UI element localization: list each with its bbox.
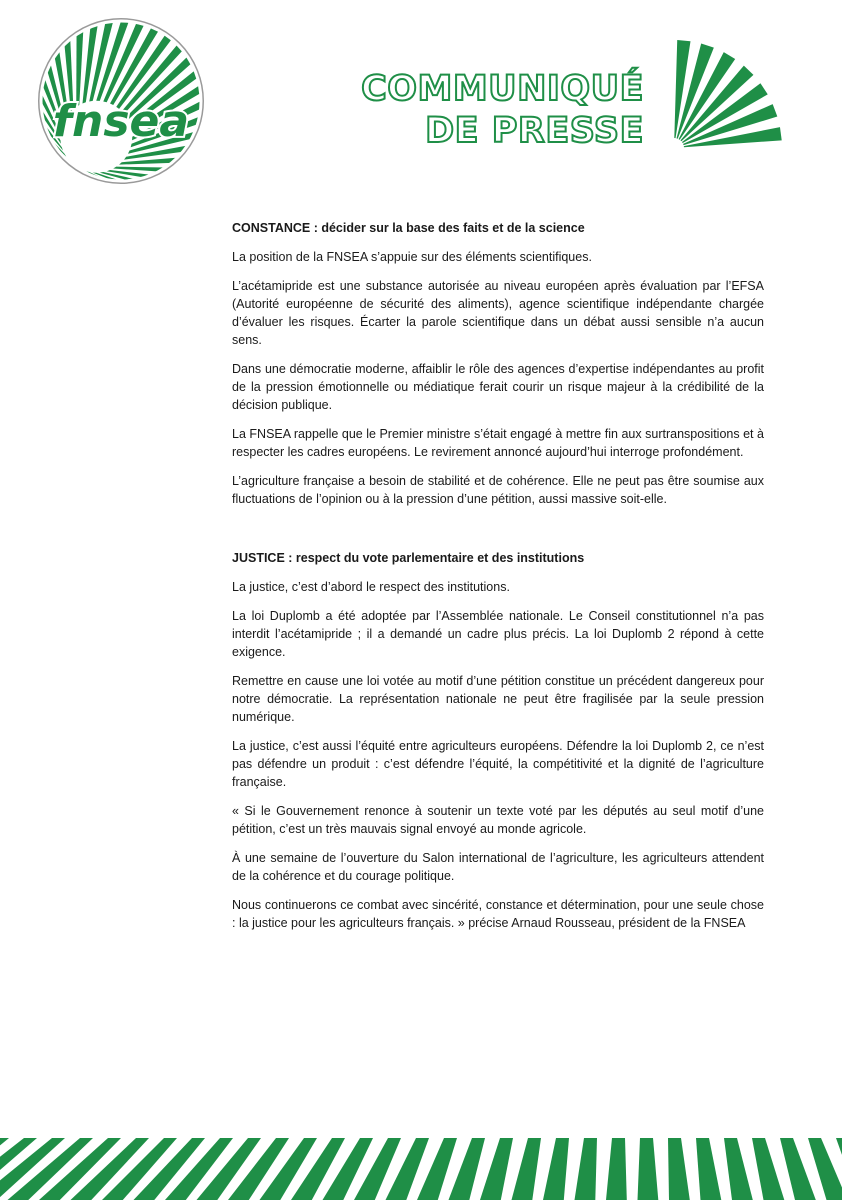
paragraph: Dans une démocratie moderne, affaiblir le rôle des agences d’expertise indépendantes au profit de la pression émotionnelle ou médiatique ferait courir un risque majeur à la crédibilité de la décision publique.	[232, 362, 764, 412]
press-release-title	[361, 68, 644, 152]
section-heading: CONSTANCE : décider sur la base des faits et de la science	[232, 221, 585, 235]
paragraph: La position de la FNSEA s’appuie sur des éléments scientifiques.	[232, 250, 592, 264]
section-constance	[232, 219, 764, 508]
fnsea-logo	[36, 16, 206, 186]
section-heading: JUSTICE : respect du vote parlementaire et des institutions	[232, 551, 585, 565]
press-release-body	[232, 219, 764, 943]
paragraph: Remettre en cause une loi votée au motif d’une pétition constitue un précédent dangereux pour notre démocratie. La représentation nationale ne peut être fragilisée par la seule pression numérique.	[232, 674, 764, 724]
paragraph: La loi Duplomb a été adoptée par l’Assemblée nationale. Le Conseil constitutionnel n’a pas interdit l’acétamipride ; il a demandé un cadre plus précis. La loi Duplomb 2 répond à cette exigence.	[232, 609, 764, 659]
green-stripes-footer	[0, 1138, 842, 1200]
paragraph: L’agriculture française a besoin de stabilité et de cohérence. Elle ne peut pas être soumise aux fluctuations de l’opinion ou à la pression d’une pétition, aussi massive soit-elle.	[232, 474, 764, 506]
paragraph: Nous continuerons ce combat avec sincérité, constance et détermination, pour une seule chose : la justice pour les agriculteurs français. » précise Arnaud Rousseau, président de la FNSEA	[232, 898, 764, 930]
paragraph: La justice, c’est aussi l’équité entre agriculteurs européens. Défendre la loi Duplomb 2, ce n’est pas défendre un produit : c’est défendre l’équité, la compétitivité et la dignité de l’agriculture française.	[232, 739, 764, 789]
paragraph: À une semaine de l’ouverture du Salon international de l’agriculture, les agriculteurs attendent de la cohérence et du courage politique.	[232, 851, 764, 883]
logo-wordmark: fnsea	[52, 96, 190, 147]
paragraph: « Si le Gouvernement renonce à soutenir un texte voté par les députés au seul motif d’une pétition, c’est un très mauvais signal envoyé au monde agricole.	[232, 804, 764, 836]
paragraph: La FNSEA rappelle que le Premier ministre s’était engagé à mettre fin aux surtranspositions et à respecter les cadres européens. Le revirement annoncé aujourd’hui interroge profondément.	[232, 427, 764, 459]
green-fan-icon	[670, 34, 784, 152]
title-line-2: DE PRESSE	[425, 111, 644, 151]
paragraph: La justice, c’est d’abord le respect des institutions.	[232, 580, 510, 594]
title-line-1: COMMUNIQUÉ	[361, 69, 644, 109]
section-justice	[232, 549, 764, 932]
paragraph: L’acétamipride est une substance autorisée au niveau européen après évaluation par l’EFSA (Autorité européenne de sécurité des aliments), agence scientifique indépendante chargée d’évaluer les risques. Écarter la parole scientifique dans un débat aussi sensible n’a aucun sens.	[232, 279, 764, 347]
